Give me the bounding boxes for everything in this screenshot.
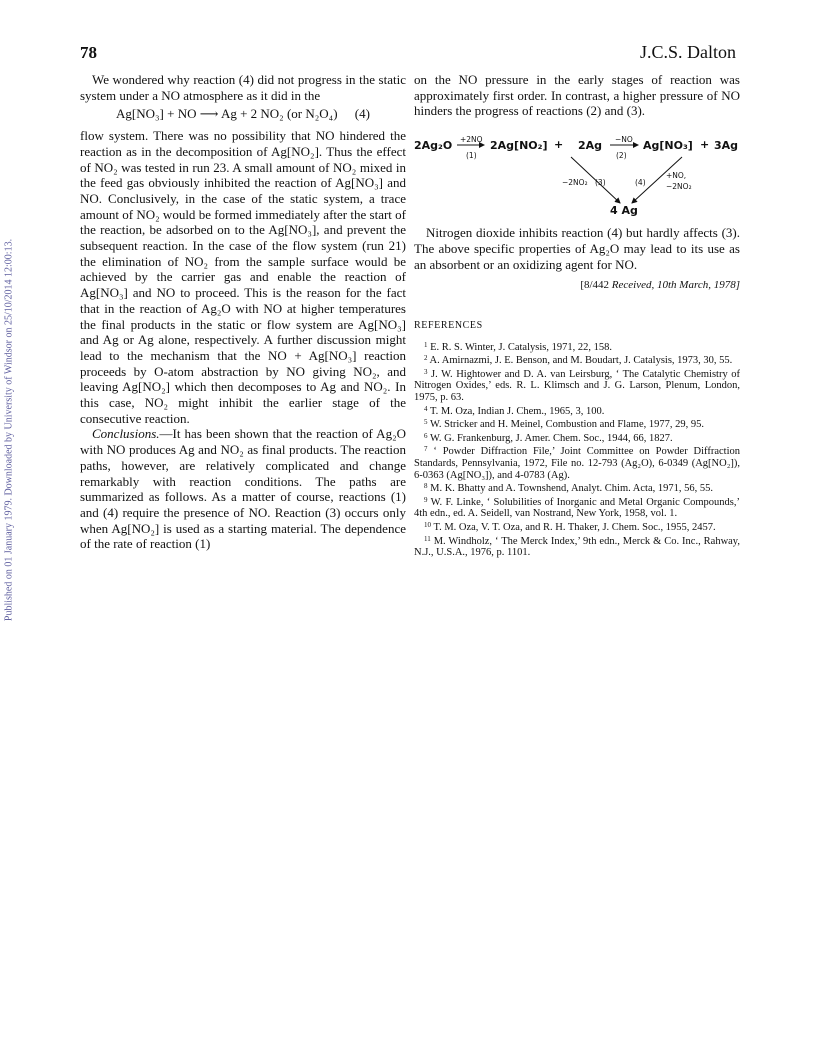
scheme-label4-top: +NO, bbox=[666, 171, 687, 181]
reference-number: 5 bbox=[424, 418, 428, 427]
reference-item bbox=[414, 534, 740, 559]
scheme-agno2: 2Ag[NO₂] bbox=[490, 139, 548, 153]
scheme-label4-bottom: −2NO₂ bbox=[666, 182, 692, 192]
paragraph-right-1: on the NO pressure in the early stages of reaction was approximately first order. In contrast, a higher pressure of NO hinders the progress of reactions (2) and (3). bbox=[414, 72, 740, 119]
equation-lhs: Ag[NO₃] + NO bbox=[116, 106, 197, 122]
reaction-scheme bbox=[414, 125, 740, 217]
running-header: J.C.S. Dalton bbox=[639, 42, 736, 62]
reference-number: 9 bbox=[424, 495, 428, 504]
reference-number: 10 bbox=[424, 520, 431, 529]
reference-list bbox=[414, 340, 740, 559]
paragraph-1: We wondered why reaction (4) did not progress in the static system under a NO atmosphere as it did in the bbox=[80, 72, 406, 103]
reference-number: 8 bbox=[424, 482, 428, 491]
reference-item bbox=[414, 404, 740, 418]
reference-item bbox=[414, 367, 740, 404]
paragraph-conclusions bbox=[80, 426, 406, 552]
reaction-equation-4 bbox=[80, 106, 406, 122]
reference-text: E. R. S. Winter, J. Catalysis, 1971, 22, 158. bbox=[430, 341, 612, 353]
received-date: 10th March, 1978] bbox=[656, 279, 740, 292]
reference-number: 3 bbox=[424, 367, 428, 376]
equation-arrow: ⟶ bbox=[199, 106, 219, 122]
reference-text: W. F. Linke, ‘ Solubilities of Inorganic and Metal Organic Compounds,’ 4th edn., ed. A. Seidell, van Nostrand, New York, 1958, vol. 1. bbox=[414, 496, 740, 520]
received-line bbox=[414, 278, 740, 294]
reference-item bbox=[414, 353, 740, 367]
reference-text: M. K. Bhatty and A. Townshend, Analyt. Chim. Acta, 1971, 56, 55. bbox=[430, 483, 713, 495]
scheme-2ag: 2Ag bbox=[578, 139, 603, 153]
received-label: Received, bbox=[611, 279, 655, 292]
scheme-4ag: 4 Ag bbox=[610, 204, 638, 218]
reference-number: 6 bbox=[424, 431, 428, 440]
reference-item bbox=[414, 444, 740, 481]
scheme-ag2o: 2Ag₂O bbox=[414, 139, 453, 153]
scheme-label3-num: (3) bbox=[595, 178, 606, 188]
reference-item bbox=[414, 417, 740, 431]
reference-item bbox=[414, 340, 740, 354]
reference-text: A. Amirnazmi, J. E. Benson, and M. Boudart, J. Catalysis, 1973, 30, 55. bbox=[429, 355, 733, 367]
paragraph-2: flow system. There was no possibility that NO hindered the reaction as in the decomposition of Ag[NO₂]. Thus the effect of NO₂ was tested in run 23. A small amount of NO₂ mixed in the feed gas obviously inhibited the reaction of Ag[NO₃] and NO. Conclusively, in the case of the static system, a trace amount of NO₂ would be formed immediately after the start of the reaction, be adsorbed on to the Ag[NO₃], and prevent the subsequent reaction. In the case of the flow system (run 21) the elimination of NO₂ from the sample surface would be achieved by the carrier gas and enable the reaction of Ag[NO₃] and NO to proceed. This is the reason for the fact that in the reaction of Ag₂O with NO at higher temperatures the final products in the static or flow system are Ag[NO₃] and Ag or Ag alone, respectively. A further discussion might lead to the mechanism that the NO + Ag[NO₃] reaction proceeds by O-atom abstraction by NO giving NO₂, and leaving Ag[NO₂] which then decomposes to Ag and NO₂. In this case, NO₂ might inhibit the earlier stage of the consecutive reaction. bbox=[80, 128, 406, 426]
scheme-label3-left: −2NO₂ bbox=[562, 178, 588, 188]
reference-text: W. G. Frankenburg, J. Amer. Chem. Soc., 1944, 66, 1827. bbox=[429, 432, 673, 444]
reference-item bbox=[414, 520, 740, 534]
equation-rhs: Ag + 2 NO₂ (or N₂O₄) bbox=[220, 106, 338, 122]
scheme-arrow1-bottom: (1) bbox=[466, 151, 477, 161]
reference-item bbox=[414, 481, 740, 495]
reference-number: 1 bbox=[424, 340, 428, 349]
paragraph-right-2: Nitrogen dioxide inhibits reaction (4) but hardly affects (3). The above specific properties of Ag₂O may lead to its use as an absorbent or an oxidizing agent for NO. bbox=[414, 225, 740, 272]
reference-number: 2 bbox=[424, 354, 428, 363]
reference-text: W. Stricker and H. Meinel, Combustion and Flame, 1977, 29, 95. bbox=[429, 419, 704, 431]
scheme-plus-2: + bbox=[700, 138, 710, 152]
download-watermark bbox=[2, 190, 16, 670]
scheme-plus-1: + bbox=[554, 138, 564, 152]
scheme-3ag: 3Ag bbox=[714, 139, 739, 153]
scheme-arrow1-top: +2NO bbox=[460, 135, 483, 145]
download-watermark-text: Published on 01 January 1979. Downloaded by University of Windsor on 25/10/2014 12:00:13. bbox=[3, 238, 15, 622]
reference-item bbox=[414, 495, 740, 520]
page-number: 78 bbox=[80, 43, 97, 62]
equation-number: (4) bbox=[354, 106, 370, 122]
reference-number: 11 bbox=[424, 534, 431, 543]
reference-text: M. Windholz, ‘ The Merck Index,’ 9th edn., Merck & Co. Inc., Rahway, N.J., U.S.A., 1976, p. 1101. bbox=[414, 535, 741, 559]
scheme-agno3: Ag[NO₃] bbox=[643, 139, 693, 153]
conclusions-label: Conclusions. bbox=[92, 426, 160, 442]
scheme-arrow2-top: −NO bbox=[615, 135, 633, 145]
right-column bbox=[414, 72, 740, 559]
reference-number: 4 bbox=[424, 404, 428, 413]
reference-item bbox=[414, 431, 740, 445]
scheme-arrow2-bottom: (2) bbox=[616, 151, 627, 161]
received-code: [8/442 bbox=[580, 279, 610, 292]
reference-text: T. M. Oza, V. T. Oza, and R. H. Thaker, J. Chem. Soc., 1955, 2457. bbox=[433, 521, 716, 533]
left-column bbox=[80, 72, 406, 552]
reference-text: T. M. Oza, Indian J. Chem., 1965, 3, 100. bbox=[429, 405, 605, 417]
reference-number: 7 bbox=[424, 445, 428, 454]
references-heading: REFERENCES bbox=[414, 319, 483, 331]
reference-text: ‘ Powder Diffraction File,’ Joint Committee on Powder Diffraction Standards, Pennsylvania, 1972, File no. 12-793 (Ag₂O), 6-0349 (Ag[NO₂]), 6-0363 (Ag[NO₃]), and 4-0783 (Ag). bbox=[414, 446, 741, 481]
reference-text: J. W. Hightower and D. A. van Leirsburg, ‘ The Catalytic Chemistry of Nitrogen Oxides,’ eds. R. L. Klimsch and J. G. Larson, Plenum, London, 1975, p. 63. bbox=[414, 368, 740, 403]
conclusions-text: —It has been shown that the reaction of Ag₂O with NO produces Ag and NO₂ as final products. The reaction paths, however, are relatively complicated and change remarkably with reaction conditions. The paths are summarized as follows. As a matter of course, reactions (1) and (4) require the presence of NO. Reaction (3) occurs only when Ag[NO₂] is used as a starting material. The dependence of the rate of reaction (1) bbox=[80, 426, 406, 552]
scheme-label4-num: (4) bbox=[635, 178, 646, 188]
